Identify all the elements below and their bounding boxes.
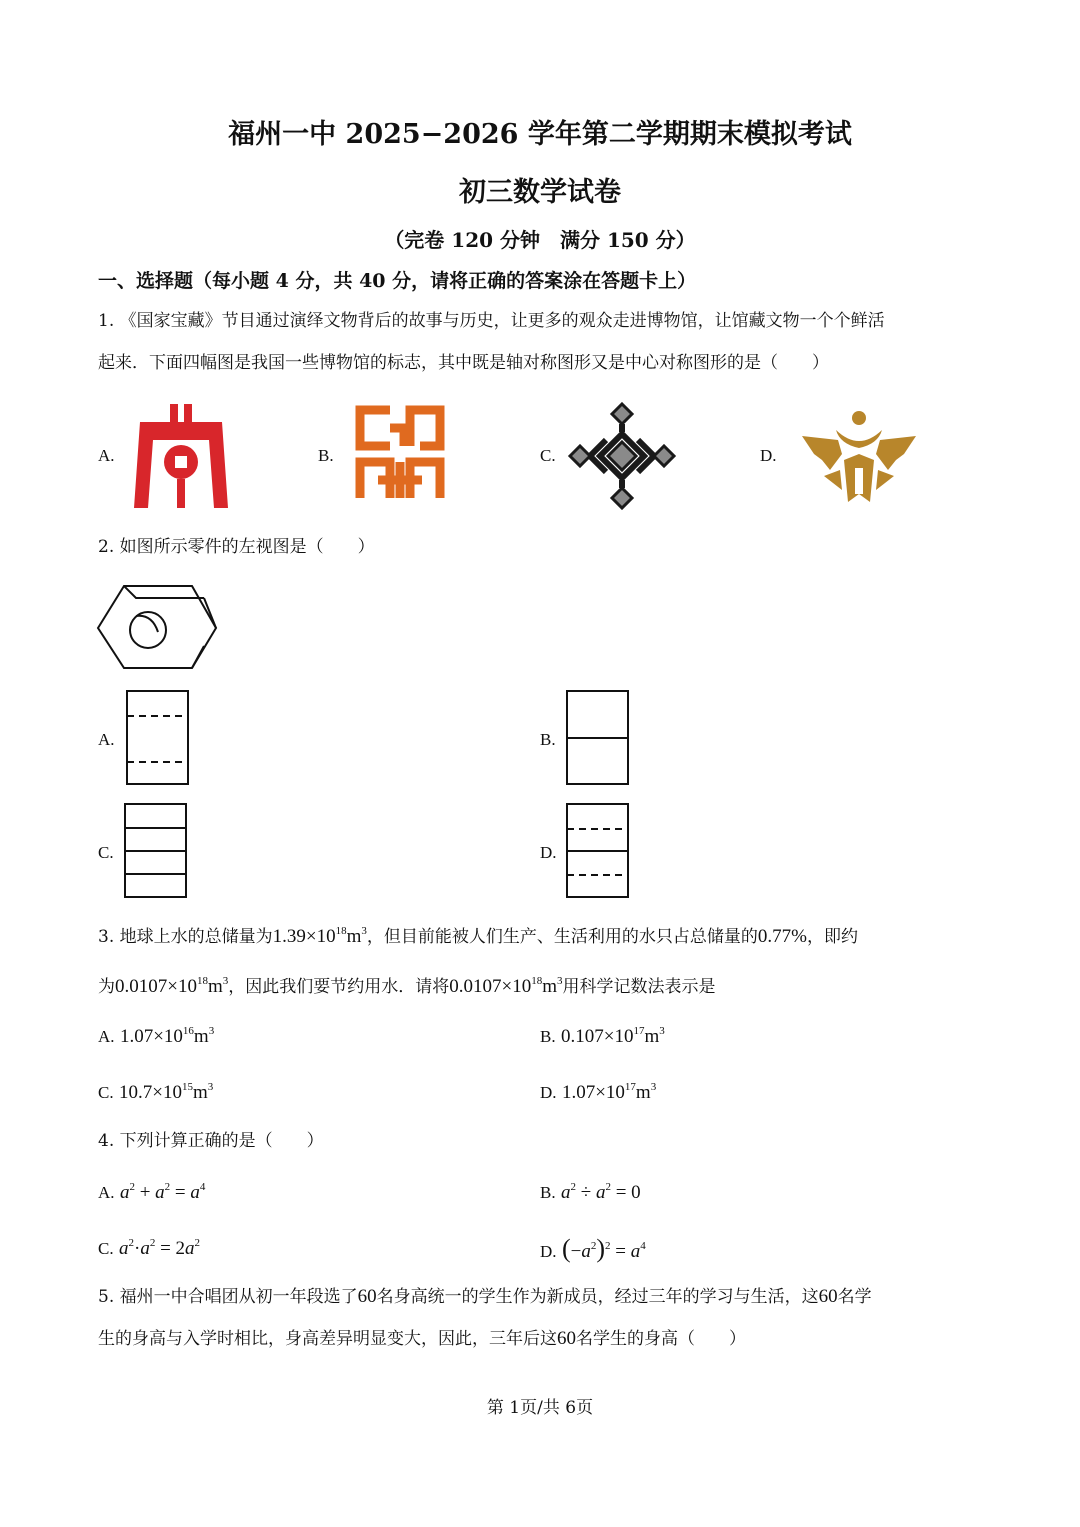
q3-line2: 为$0.0107\times 10^{18}m^3$，因此我们要节约用水．请将$0.0107\times 10^{18}m^3$用科学记数法表示是 (98, 975, 716, 997)
section-heading: 一、选择题（每小题 4 分，共 40 分，请将正确的答案涂在答题卡上） (98, 270, 697, 292)
page-number: 第 1页/共 6页 (486, 1398, 594, 1418)
exam-subtitle: 初三数学试卷 (459, 177, 621, 208)
q4-option-a: A. $a^2 + a^2 = a^4$ (98, 1181, 206, 1203)
q1-option-a-label: A. (98, 446, 115, 465)
q2-stem: 2. 如图所示零件的左视图是（ ） (98, 537, 375, 557)
exam-meta: （完卷 120 分钟 满分 150 分） (384, 228, 696, 252)
view-option-d-icon (566, 803, 630, 899)
q2-option-a-label: A. (98, 730, 115, 749)
q4-option-b: B. $a^2 \div a^2 = 0$ (540, 1181, 641, 1203)
q2-option-d-label: D. (540, 843, 557, 862)
view-option-c-icon (124, 803, 188, 899)
q3-option-d: D. $1.07\times 10^{17}m^3$ (540, 1081, 657, 1103)
q1-option-b-label: B. (318, 446, 334, 465)
view-option-b-icon (566, 690, 630, 786)
museum-logo-c-icon (566, 402, 678, 510)
q1-line1: 1. 《国家宝藏》节目通过演绎文物背后的故事与历史，让更多的观众走进博物馆，让馆藏文物一个个鲜活 (98, 311, 885, 331)
q2-option-b-label: B. (540, 730, 556, 749)
q4-option-d: D. $(-a^2)^2 = a^4$ (540, 1234, 646, 1263)
museum-logo-d-icon (800, 410, 918, 504)
q2-option-c-label: C. (98, 843, 114, 862)
q1-option-c-label: C. (540, 446, 556, 465)
q3-line1: 3. 地球上水的总储量为$1.39\times 10^{18}m^3$，但目前能被人们生产、生活利用的水只占总储量的0.77%，即约 (98, 925, 858, 947)
q5-line1: 5. 福州一中合唱团从初一年段选了60名身高统一的学生作为新成员，经过三年的学习与生活，这60名学 (98, 1286, 872, 1307)
museum-logo-a-icon (134, 404, 228, 508)
q5-line2: 生的身高与入学时相比，身高差异明显变大，因此，三年后这60名学生的身高（ ） (98, 1328, 746, 1349)
q1-option-d-label: D. (760, 446, 777, 465)
exam-title: 福州一中 2025−2026 学年第二学期期末模拟考试 (228, 119, 852, 150)
q3-option-a: A. $1.07\times 10^{16}m^3$ (98, 1025, 215, 1047)
q3-option-c: C. $10.7\times 10^{15}m^3$ (98, 1081, 214, 1103)
q4-stem: 4. 下列计算正确的是（ ） (98, 1131, 324, 1151)
hex-nut-figure-icon (96, 584, 220, 670)
q4-option-c: C. $a^2\cdot a^2 = 2a^2$ (98, 1237, 201, 1259)
museum-logo-b-icon (354, 404, 446, 504)
q1-line2: 起来．下面四幅图是我国一些博物馆的标志，其中既是轴对称图形又是中心对称图形的是（ ） (98, 353, 829, 373)
q3-option-b: B. $0.107\times 10^{17}m^3$ (540, 1025, 665, 1047)
view-option-a-icon (126, 690, 190, 786)
